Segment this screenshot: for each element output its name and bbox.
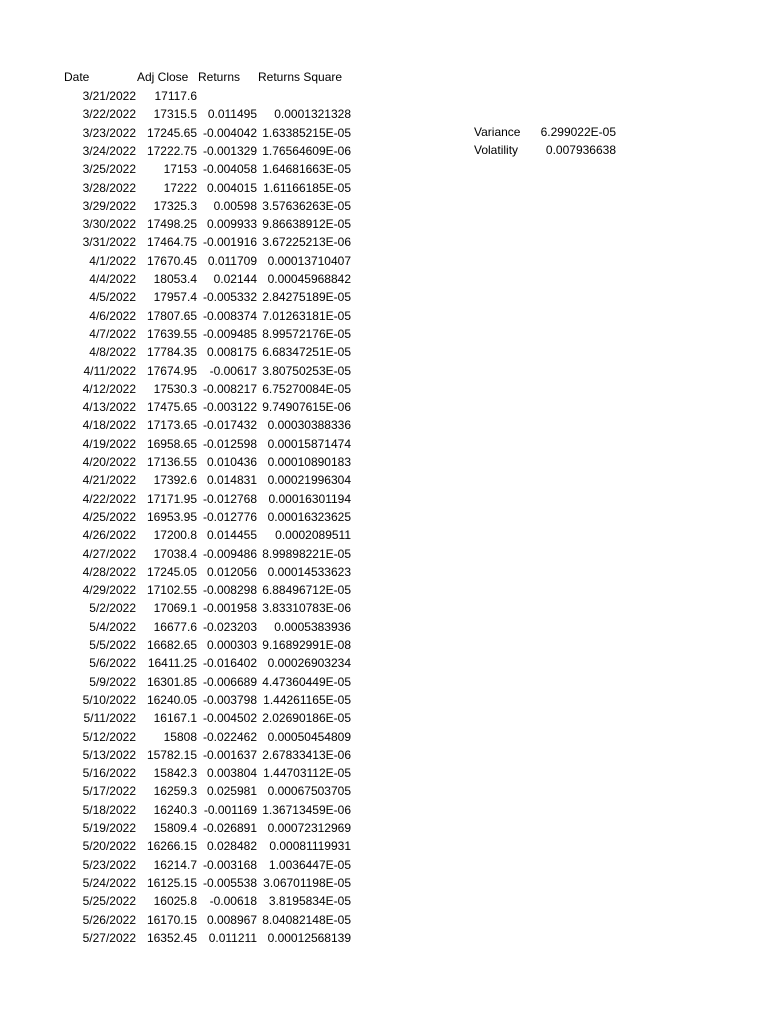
cell-returns-square: 3.06701198E-05 [263, 875, 351, 890]
cell-adj-close: 16958.65 [146, 436, 197, 451]
cell-returns-square: 6.75270084E-05 [262, 381, 351, 396]
cell-returns: -0.004502 [202, 711, 257, 726]
cell-returns-square: 0.00081119931 [269, 839, 351, 854]
cell-adj-close: 17807.65 [146, 308, 197, 323]
cell-adj-close: 17957.4 [153, 290, 197, 305]
cell-date: 4/20/2022 [82, 455, 136, 469]
cell-date: 4/27/2022 [82, 546, 136, 561]
cell-date: 4/26/2022 [82, 528, 136, 543]
cell-returns: -0.001916 [202, 235, 257, 250]
cell-date: 5/9/2022 [89, 674, 136, 689]
cell-adj-close: 16677.6 [153, 619, 197, 634]
cell-adj-close: 16259.3 [153, 784, 197, 799]
cell-returns: 0.011495 [207, 107, 257, 122]
cell-adj-close: 17222 [163, 180, 197, 195]
cell-date: 3/22/2022 [82, 107, 136, 122]
cell-returns: 0.012056 [206, 564, 257, 579]
cell-date: 4/19/2022 [82, 436, 136, 451]
cell-returns: -0.005538 [202, 875, 257, 890]
cell-adj-close: 17153 [163, 162, 197, 177]
cell-returns-square: 0.00026903234 [267, 656, 351, 671]
cell-date: 4/28/2022 [82, 564, 136, 579]
cell-returns-square [257, 87, 351, 105]
cell-adj-close: 15842.3 [153, 766, 197, 781]
cell-date: 5/11/2022 [83, 711, 136, 726]
cell-adj-close: 15808 [163, 729, 197, 744]
cell-date: 4/8/2022 [89, 345, 136, 360]
variance-value: 6.299022E-05 [540, 125, 616, 139]
cell-returns: -0.001329 [202, 143, 257, 158]
cell-returns-square: 0.00045968842 [267, 272, 351, 286]
cell-returns-square: 0.00010890183 [267, 455, 351, 469]
cell-date: 4/5/2022 [89, 290, 136, 305]
cell-date: 5/17/2022 [82, 784, 136, 799]
cell-adj-close: 16240.3 [153, 802, 197, 817]
cell-date: 5/24/2022 [82, 875, 136, 890]
cell-returns: 0.02144 [213, 272, 257, 286]
cell-date: 5/13/2022 [82, 747, 136, 762]
cell-returns: 0.028482 [206, 839, 257, 854]
cell-adj-close: 16266.15 [146, 839, 197, 854]
cell-adj-close: 17069.1 [153, 601, 197, 616]
cell-returns: -0.012776 [202, 509, 257, 524]
cell-adj-close: 17530.3 [153, 381, 197, 396]
cell-returns: -0.016402 [202, 656, 257, 671]
cell-returns-square: 3.83310783E-06 [262, 601, 351, 616]
cell-returns: 0.00598 [213, 198, 257, 213]
cell-returns: -0.009485 [202, 326, 257, 341]
cell-adj-close: 17171.95 [146, 491, 197, 506]
cell-returns-square: 0.00067503705 [267, 784, 351, 799]
cell-returns-square: 0.00030388336 [267, 418, 351, 433]
cell-date: 3/23/2022 [82, 125, 136, 140]
cell-returns-square: 9.86638912E-05 [262, 217, 351, 232]
cell-returns-square: 3.57636263E-05 [262, 198, 351, 213]
cell-adj-close: 17639.55 [146, 326, 197, 341]
cell-adj-close: 16240.05 [146, 692, 197, 707]
cell-returns: 0.025981 [206, 784, 257, 799]
cell-date: 5/23/2022 [82, 857, 136, 872]
cell-returns-square: 8.04082148E-05 [262, 912, 351, 927]
cell-returns-square: 0.00015871474 [267, 436, 351, 451]
cell-adj-close: 17200.8 [153, 528, 197, 543]
cell-returns: 0.010436 [206, 455, 257, 469]
cell-returns-square: 1.44261165E-05 [263, 692, 351, 707]
cell-date: 3/24/2022 [82, 143, 136, 158]
cell-returns [197, 87, 257, 105]
cell-returns: 0.011709 [207, 253, 257, 268]
cell-returns: 0.014455 [206, 528, 257, 543]
volatility-value: 0.007936638 [545, 143, 616, 158]
cell-returns: -0.023203 [202, 619, 257, 634]
cell-date: 5/27/2022 [82, 930, 136, 945]
cell-returns-square: 6.68347251E-05 [262, 345, 351, 360]
cell-date: 4/22/2022 [82, 491, 136, 506]
cell-returns-square: 0.00021996304 [267, 473, 351, 488]
cell-returns-square: 1.61166185E-05 [263, 180, 351, 195]
cell-returns-square: 6.88496712E-05 [262, 583, 351, 598]
cell-returns-square: 8.99572176E-05 [262, 326, 351, 341]
cell-adj-close: 16214.7 [153, 857, 197, 872]
cell-date: 5/6/2022 [89, 656, 136, 671]
cell-date: 4/18/2022 [82, 418, 136, 433]
cell-adj-close: 16301.85 [146, 674, 197, 689]
cell-returns-square: 2.67833413E-06 [262, 747, 351, 762]
volatility-label: Volatility [474, 143, 519, 158]
cell-adj-close: 17245.05 [146, 564, 197, 579]
variance-label: Variance [474, 125, 521, 139]
cell-returns: -0.017432 [202, 418, 257, 433]
cell-date: 3/29/2022 [82, 198, 136, 213]
cell-date: 4/21/2022 [82, 473, 136, 488]
cell-returns: 0.000303 [206, 638, 257, 652]
cell-adj-close: 16352.45 [146, 930, 197, 945]
cell-date: 3/28/2022 [82, 180, 136, 195]
cell-returns: -0.001169 [203, 802, 257, 817]
cell-returns: -0.008374 [202, 308, 257, 323]
cell-returns: -0.001958 [202, 601, 257, 616]
cell-date: 5/20/2022 [82, 839, 136, 854]
cell-returns: -0.008298 [202, 583, 257, 598]
cell-returns: -0.003122 [202, 400, 257, 415]
cell-adj-close: 17136.55 [146, 455, 197, 469]
cell-returns-square: 1.44703112E-05 [263, 766, 351, 781]
cell-returns-square: 9.16892991E-08 [262, 638, 351, 652]
cell-adj-close: 16125.15 [146, 875, 197, 890]
cell-adj-close: 17670.45 [146, 253, 197, 268]
cell-adj-close: 17498.25 [146, 217, 197, 232]
cell-adj-close: 16025.8 [153, 894, 197, 909]
cell-returns-square: 1.64681663E-05 [262, 162, 351, 177]
cell-returns-square: 1.0036447E-05 [268, 857, 351, 872]
cell-returns: -0.004058 [202, 162, 257, 177]
cell-date: 5/26/2022 [82, 912, 136, 927]
cell-adj-close: 17674.95 [146, 363, 197, 378]
cell-returns-square: 0.00012568139 [267, 930, 351, 945]
cell-adj-close: 17222.75 [146, 143, 197, 158]
cell-date: 4/25/2022 [82, 509, 136, 524]
cell-returns-square: 0.00016323625 [267, 509, 351, 524]
cell-adj-close: 17117.6 [154, 89, 197, 103]
cell-returns-square: 2.84275189E-05 [262, 290, 351, 305]
cell-returns: -0.022462 [202, 729, 257, 744]
cell-date: 4/7/2022 [89, 326, 136, 341]
cell-date: 4/6/2022 [89, 308, 136, 323]
cell-date: 4/4/2022 [89, 272, 136, 286]
cell-date: 5/16/2022 [82, 766, 136, 781]
cell-returns-square: 0.0001321328 [274, 107, 351, 122]
cell-returns-square: 3.67225213E-06 [262, 235, 351, 250]
cell-returns-square: 0.00013710407 [267, 253, 351, 268]
cell-returns: -0.006689 [202, 674, 257, 689]
cell-returns: -0.012768 [202, 491, 257, 506]
cell-date: 4/1/2022 [89, 253, 136, 268]
cell-returns-square: 8.99898221E-05 [262, 546, 351, 561]
cell-returns: -0.009486 [202, 546, 257, 561]
cell-date: 5/18/2022 [82, 802, 136, 817]
cell-returns: -0.003168 [202, 857, 257, 872]
cell-returns: -0.008217 [202, 381, 257, 396]
cell-returns-square: 1.36713459E-06 [262, 802, 351, 817]
cell-returns-square: 1.63385215E-05 [262, 125, 351, 140]
cell-adj-close: 17784.35 [146, 345, 197, 360]
cell-adj-close: 16682.65 [146, 638, 197, 652]
cell-adj-close: 17315.5 [153, 107, 197, 122]
cell-returns: 0.003804 [206, 766, 257, 781]
cell-adj-close: 16170.15 [146, 912, 197, 927]
cell-adj-close: 15782.15 [146, 747, 197, 762]
cell-returns-square: 2.02690186E-05 [262, 711, 351, 726]
header-date: Date [64, 70, 90, 84]
cell-date: 3/25/2022 [82, 162, 136, 177]
header-returns-square: Returns Square [258, 70, 343, 84]
cell-returns: -0.004042 [202, 125, 257, 140]
cell-returns-square: 3.80750253E-05 [262, 363, 351, 378]
cell-returns-square: 0.00014533623 [267, 564, 351, 579]
cell-returns-square: 0.0002089511 [275, 528, 351, 543]
cell-returns-square: 0.0005383936 [274, 619, 351, 634]
cell-returns: 0.011211 [208, 930, 257, 945]
cell-returns: -0.003798 [202, 692, 257, 707]
cell-returns: -0.026891 [202, 821, 257, 835]
cell-date: 4/13/2022 [82, 400, 136, 415]
cell-returns: -0.00617 [209, 363, 257, 378]
cell-returns: -0.005332 [202, 290, 257, 305]
header-adj-close: Adj Close [137, 70, 189, 84]
cell-returns: 0.008967 [206, 912, 257, 927]
cell-adj-close: 16953.95 [146, 509, 197, 524]
cell-adj-close: 17464.75 [146, 235, 197, 250]
header-returns: Returns [198, 70, 241, 84]
cell-date: 5/25/2022 [82, 894, 136, 909]
cell-returns-square: 0.00072312969 [267, 821, 351, 835]
cell-adj-close: 15809.4 [153, 821, 197, 835]
cell-adj-close: 17102.55 [146, 583, 197, 598]
cell-adj-close: 17173.65 [146, 418, 197, 433]
cell-date: 3/31/2022 [82, 235, 136, 250]
cell-adj-close: 18053.4 [153, 272, 197, 286]
cell-returns: 0.008175 [206, 345, 257, 360]
cell-date: 5/12/2022 [82, 729, 136, 744]
cell-date: 5/19/2022 [82, 821, 136, 835]
cell-returns-square: 9.74907615E-06 [262, 400, 351, 415]
cell-adj-close: 17392.6 [153, 473, 197, 488]
cell-returns: -0.00618 [209, 894, 257, 909]
cell-date: 5/4/2022 [89, 619, 136, 634]
cell-adj-close: 17038.4 [153, 546, 197, 561]
cell-date: 5/5/2022 [89, 638, 136, 652]
cell-returns-square: 0.00016301194 [268, 491, 351, 506]
cell-returns-square: 0.00050454809 [267, 729, 351, 744]
cell-date: 5/2/2022 [89, 601, 136, 616]
cell-date: 3/21/2022 [82, 89, 136, 103]
cell-returns: 0.014831 [206, 473, 257, 488]
cell-date: 4/12/2022 [82, 381, 136, 396]
cell-date: 3/30/2022 [82, 217, 136, 232]
cell-returns: 0.009933 [206, 217, 257, 232]
cell-returns: -0.012598 [202, 436, 257, 451]
cell-adj-close: 16411.25 [147, 656, 197, 671]
cell-adj-close: 17245.65 [146, 125, 197, 140]
cell-adj-close: 17475.65 [146, 400, 197, 415]
cell-date: 4/11/2022 [83, 363, 136, 378]
cell-date: 4/29/2022 [82, 583, 136, 598]
cell-adj-close: 16167.1 [153, 711, 197, 726]
cell-returns: -0.001637 [202, 747, 257, 762]
cell-date: 5/10/2022 [82, 692, 136, 707]
cell-returns-square: 1.76564609E-06 [262, 143, 351, 158]
cell-adj-close: 17325.3 [153, 198, 197, 213]
cell-returns-square: 4.47360449E-05 [262, 674, 351, 689]
cell-returns-square: 3.8195834E-05 [268, 894, 351, 909]
cell-returns-square: 7.01263181E-05 [262, 308, 351, 323]
cell-returns: 0.004015 [206, 180, 257, 195]
